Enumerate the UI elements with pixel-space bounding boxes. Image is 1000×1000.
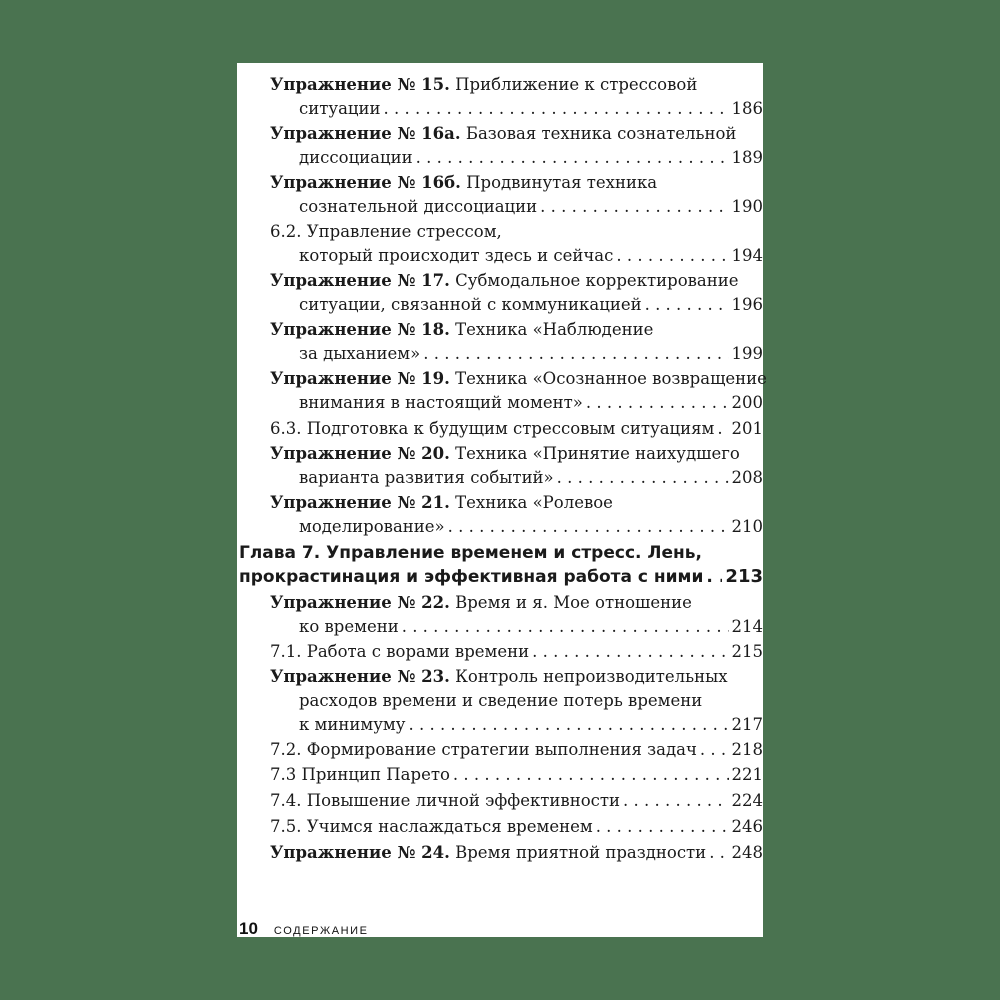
page-number: 213 (725, 566, 763, 587)
chapter-title-cont: прокрастинация и эффективная работа с ними (239, 567, 704, 587)
toc-entry-ex15-line2 (237, 97, 763, 121)
page-number: 208 (731, 468, 763, 487)
entry-title (270, 841, 706, 865)
page-number: 210 (731, 517, 763, 536)
toc-entry-ex18-line1 (237, 318, 763, 342)
toc-entry-ex21-line2 (237, 515, 763, 539)
toc-entry-ex19-line2 (237, 391, 763, 415)
toc-entry-ex22-line1 (237, 591, 763, 615)
toc-entry-6-3 (237, 417, 763, 441)
entry-title: 7.4. Повышение личной эффективности (270, 791, 621, 810)
entry-title: Время и я. Мое отношение (449, 593, 692, 612)
dot-leader (416, 146, 729, 170)
entry-title-cont: сознательной диссоциации (299, 197, 538, 216)
page-number: 200 (731, 393, 763, 412)
chapter-7-heading-line1 (237, 541, 763, 565)
entry-title: Техника «Принятие наихудшего (449, 444, 740, 463)
toc-entry-7-3 (237, 763, 763, 787)
entry-title: 7.2. Формирование стратегии выполнения задач (270, 740, 697, 759)
entry-title: Контроль непроизводительных (449, 667, 728, 686)
exercise-label: Упражнение № 16а. (270, 124, 461, 143)
page-number: 246 (731, 817, 763, 836)
entry-title: 7.3 Принцип Парето (270, 765, 450, 784)
exercise-label: Упражнение № 18. (270, 320, 450, 339)
page-number: 186 (731, 99, 763, 118)
toc-entry-7-5 (237, 815, 763, 839)
toc-entry-ex21-line1 (237, 491, 763, 515)
toc-entry-ex17-line1 (237, 269, 763, 293)
exercise-label: Упражнение № 15. (270, 75, 450, 94)
toc-entry-ex22-line2 (237, 615, 763, 639)
entry-title-cont: внимания в настоящий момент» (299, 393, 583, 412)
dot-leader (453, 763, 729, 787)
entry-title: Техника «Ролевое (449, 493, 613, 512)
entry-title: Продвинутая техника (460, 173, 658, 192)
dot-leader (596, 815, 729, 839)
exercise-label: Упражнение № 19. (270, 369, 450, 388)
page-number: 190 (731, 197, 763, 216)
entry-title: Техника «Наблюдение (449, 320, 654, 339)
entry-title-cont: который происходит здесь и сейчас (299, 246, 614, 265)
chapter-title: Глава 7. Управление временем и стресс. Лень, (239, 543, 703, 563)
toc-entry-ex16a-line2 (237, 146, 763, 170)
entry-title-cont: расходов времени и сведение потерь времени (299, 691, 703, 710)
dot-leader (717, 417, 728, 441)
toc-entry-ex16a-line1 (237, 122, 763, 146)
exercise-label: Упражнение № 20. (270, 444, 450, 463)
entry-title: 7.5. Учимся наслаждаться временем (270, 817, 593, 836)
exercise-label: Упражнение № 17. (270, 271, 450, 290)
entry-title: 7.1. Работа с ворами времени (270, 642, 530, 661)
page-footer (239, 919, 369, 939)
page-number: 215 (731, 642, 763, 661)
dot-leader (645, 293, 729, 317)
entry-title-cont: ситуации, связанной с коммуникацией (299, 295, 642, 314)
page-number: 224 (731, 791, 763, 810)
page-number: 194 (731, 246, 763, 265)
entry-title: Субмодальное корректирование (449, 271, 739, 290)
toc-entry-6-2-line1 (237, 220, 763, 244)
entry-title: Техника «Осознанное возвращение (449, 369, 767, 388)
toc-entry-ex17-line2 (237, 293, 763, 317)
entry-title: Приближение к стрессовой (449, 75, 698, 94)
chapter-7-heading-line2 (237, 565, 763, 589)
dot-leader (423, 342, 728, 366)
toc-entry-7-1 (237, 640, 763, 664)
exercise-label: Упражнение № 16б. (270, 173, 461, 192)
dot-leader (616, 244, 728, 268)
toc-entry-ex15-line1 (237, 73, 763, 97)
toc-entry-ex20-line1 (237, 442, 763, 466)
toc-entry-ex16b-line1 (237, 171, 763, 195)
page-number: 218 (731, 740, 763, 759)
toc-entry-ex19-line1 (237, 367, 767, 391)
dot-leader (623, 789, 728, 813)
entry-title-cont: диссоциации (299, 148, 413, 167)
entry-title-cont: варианта развития событий» (299, 468, 554, 487)
toc-entry-ex24 (237, 841, 763, 865)
page-number: 201 (731, 419, 763, 438)
entry-title-cont: ситуации (299, 99, 381, 118)
dot-leader (709, 841, 728, 865)
toc-entry-ex23-line3 (237, 713, 763, 737)
page-number: 217 (731, 715, 763, 734)
entry-title-text: Время приятной праздности (449, 843, 707, 862)
entry-title-cont: моделирование» (299, 517, 445, 536)
exercise-label: Упражнение № 24. (270, 843, 450, 862)
dot-leader (557, 466, 729, 490)
exercise-label: Упражнение № 23. (270, 667, 450, 686)
entry-title: 6.3. Подготовка к будущим стрессовым ситуациям (270, 419, 715, 438)
toc-entry-ex23-line1 (237, 665, 763, 689)
dot-leader (540, 195, 728, 219)
toc-entry-7-2 (237, 738, 763, 762)
exercise-label: Упражнение № 22. (270, 593, 450, 612)
dot-leader (532, 640, 728, 664)
dot-leader (700, 738, 729, 762)
entry-title: 6.2. Управление стрессом, (270, 222, 502, 241)
page-number: 199 (731, 344, 763, 363)
entry-title-cont: к минимуму (299, 715, 406, 734)
entry-title-cont: за дыханием» (299, 344, 421, 363)
page-number: 196 (731, 295, 763, 314)
toc-entry-6-2-line2 (237, 244, 763, 268)
exercise-label: Упражнение № 21. (270, 493, 450, 512)
page-number: 248 (731, 843, 763, 862)
toc-entry-7-4 (237, 789, 763, 813)
toc-entry-ex20-line2 (237, 466, 763, 490)
toc-entry-ex16b-line2 (237, 195, 763, 219)
entry-title-cont: ко времени (299, 617, 399, 636)
dot-leader (706, 565, 722, 589)
running-title: СОДЕРЖАНИЕ (273, 925, 369, 937)
toc-entry-ex23-line2 (237, 689, 763, 713)
dot-leader (408, 713, 728, 737)
book-page (237, 63, 767, 938)
dot-leader (402, 615, 729, 639)
dot-leader (384, 97, 729, 121)
entry-title: Базовая техника сознательной (460, 124, 737, 143)
page-number: 214 (731, 617, 763, 636)
page-number: 189 (731, 148, 763, 167)
dot-leader (586, 391, 729, 415)
dot-leader (448, 515, 729, 539)
page-number: 221 (731, 765, 763, 784)
folio-page-number: 10 (239, 919, 258, 938)
toc-entry-ex18-line2 (237, 342, 763, 366)
